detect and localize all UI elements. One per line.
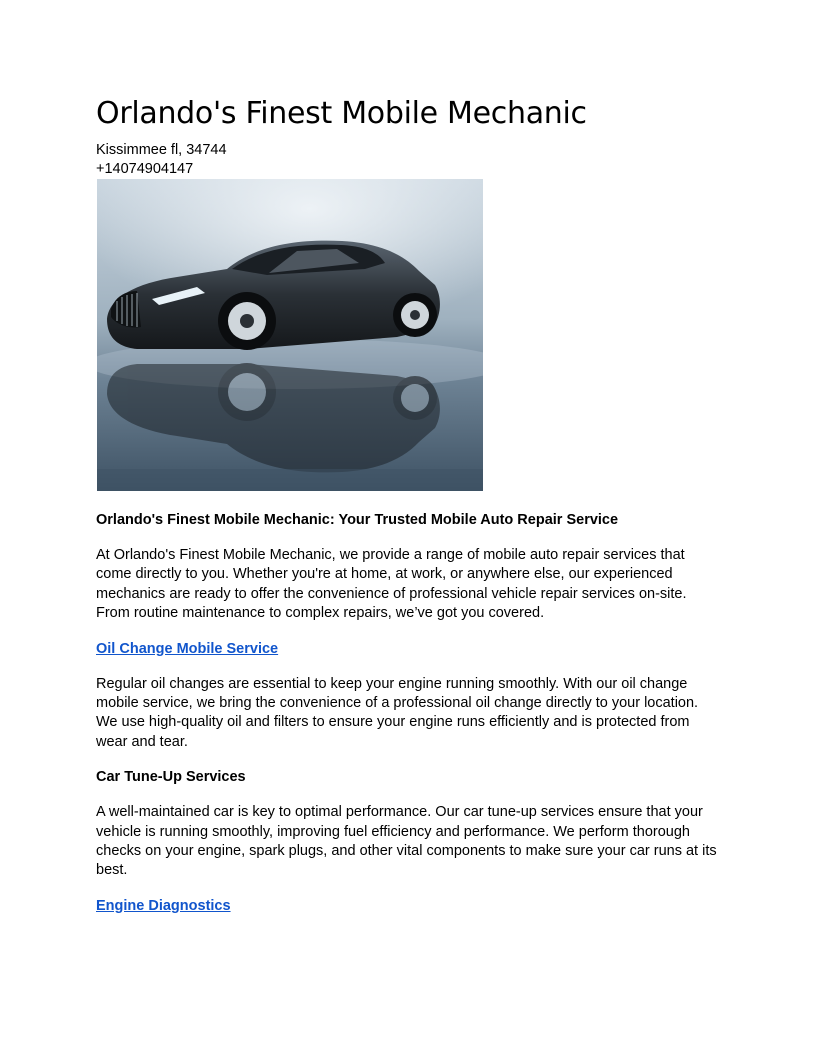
intro-paragraph: At Orlando's Finest Mobile Mechanic, we provide a range of mobile auto repair services that come directly to you. Whether you're at home, at work, or anywhere else, our experienced mechanics are ready to offer the convenience of professional vehicle repair services on-site. From routine maintenance to complex repairs, we’ve got you covered. — [96, 547, 687, 622]
tune-up-heading: Car Tune-Up Services — [96, 769, 246, 786]
address-text: Kissimmee fl, 34744 — [96, 142, 227, 158]
page-title: Orlando's Finest Mobile Mechanic — [96, 96, 587, 131]
engine-diagnostics-link[interactable]: Engine Diagnostics — [96, 897, 231, 914]
engine-diagnostics-heading — [96, 897, 720, 916]
document-page — [96, 96, 720, 932]
oil-change-heading — [96, 640, 720, 659]
intro-heading: Orlando's Finest Mobile Mechanic: Your Trusted Mobile Auto Repair Service — [96, 512, 619, 528]
oil-change-paragraph: Regular oil changes are essential to keep your engine running smoothly. With our oil change mobile service, we bring the convenience of a professional oil change directly to your location. We use high-quality oil and filters to ensure your engine runs efficiently and is protected from wear and tear. — [96, 675, 699, 750]
oil-change-link[interactable]: Oil Change Mobile Service — [96, 640, 279, 657]
hero-car-image — [97, 179, 483, 491]
tune-up-paragraph: A well-maintained car is key to optimal performance. Our car tune-up services ensure that your vehicle is running smoothly, improving fuel efficiency and performance. We perform thorough checks on your engine, spark plugs, and other vital components to make sure your car runs at its best. — [96, 804, 717, 879]
phone-text: +14074904147 — [96, 161, 194, 177]
